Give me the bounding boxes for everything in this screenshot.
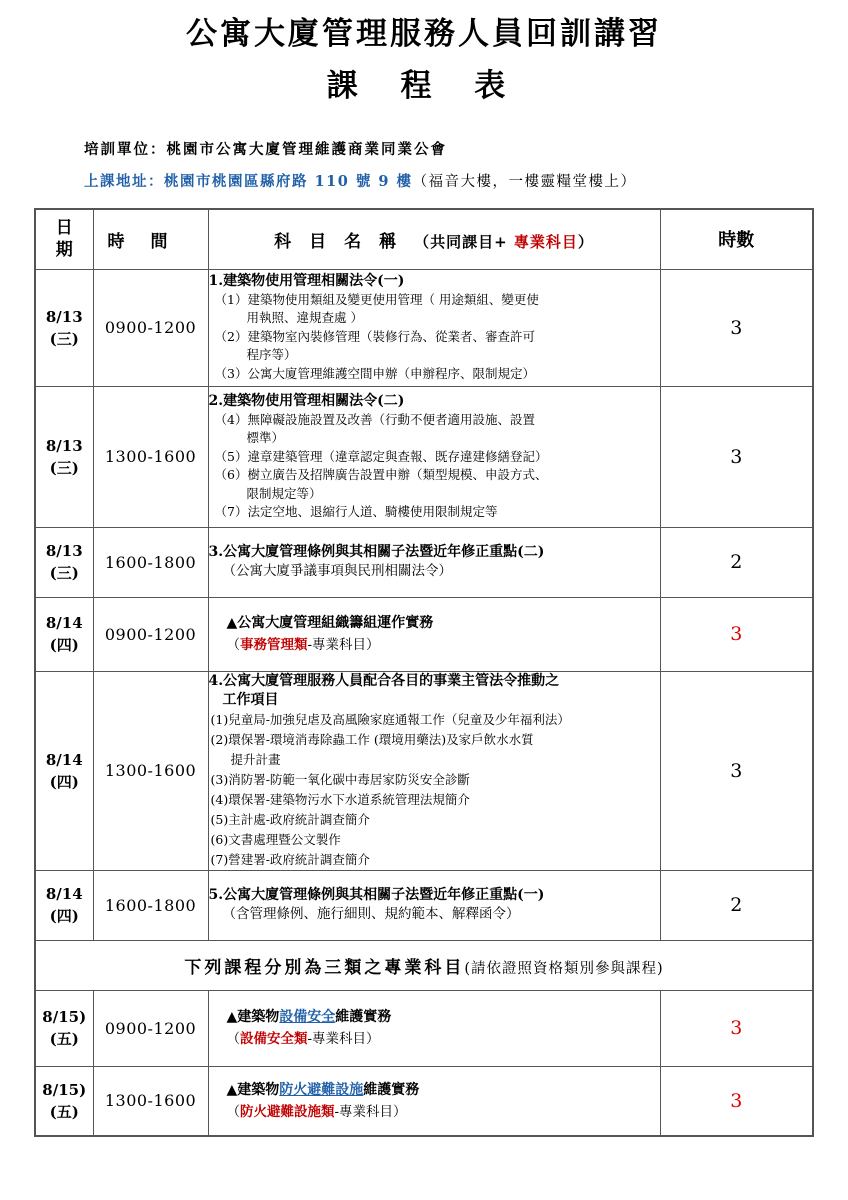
row-subject: [208, 269, 660, 386]
subject-title: 3.公寓大廈管理條例與其相關子法暨近年修正重點(二): [208, 544, 545, 561]
address-label: 上課地址：: [84, 173, 164, 190]
course-address: [84, 172, 637, 192]
row-subject: [208, 990, 660, 1066]
subject-item: 提升計畫: [230, 751, 281, 767]
subject-item: 限制規定等）: [246, 485, 322, 501]
row-time: 0900-1200: [93, 990, 208, 1066]
row-time: 1300-1600: [93, 386, 208, 527]
subject-note: （公寓大廈爭議事項與民刑相關法令）: [222, 563, 452, 580]
header-subject-main: 科目名稱: [274, 231, 415, 252]
row-subject: [208, 671, 660, 870]
row-hours: 3: [660, 671, 813, 870]
table-row: [35, 269, 813, 386]
subject-item: (4)環保署-建築物污水下水道系統管理法規簡介: [210, 791, 470, 807]
subject-item: (2)環保署-環境消毒除蟲工作 (環境用藥法)及家戶飲水水質: [210, 731, 534, 747]
header-time: 時間: [93, 209, 208, 269]
subject-item: (1)兒童局-加強兒虐及高風險家庭通報工作（兒童及少年福利法）: [210, 711, 570, 727]
table-row: [35, 990, 813, 1066]
subject-item: （2）建築物室內裝修管理（裝修行為、從業者、審查許可: [214, 328, 535, 344]
table-row: [35, 597, 813, 671]
subject-category: （設備安全類-專業科目）: [226, 1031, 380, 1047]
row-time: 1300-1600: [93, 1066, 208, 1136]
row-subject: [208, 870, 660, 940]
category-banner: 下列課程分別為三類之專業科目(請依證照資格類別參與課程): [35, 940, 813, 990]
subject-title: 5.公寓大廈管理條例與其相關子法暨近年修正重點(一): [208, 887, 545, 904]
row-date: 8/14 (四): [35, 597, 93, 671]
subject-item: （4）無障礙設施設置及改善（行動不便者適用設施、設置: [214, 411, 535, 427]
row-time: 1300-1600: [93, 671, 208, 870]
row-date: 8/14 (四): [35, 671, 93, 870]
address-note: （福音大樓，一樓靈糧堂樓上）: [412, 174, 637, 190]
row-time: 1600-1800: [93, 527, 208, 597]
subject-title: ▲公寓大廈管理組織籌組運作實務: [226, 615, 434, 631]
row-date: 8/15) (五): [35, 990, 93, 1066]
header-subject: [208, 209, 660, 269]
row-subject: [208, 1066, 660, 1136]
subject-title: 2.建築物使用管理相關法令(二): [208, 392, 405, 409]
table-header-row: [35, 209, 813, 269]
subject-item: (5)主計處-政府統計調查簡介: [210, 811, 370, 827]
subject-item: (6)文書處理暨公文製作: [210, 831, 341, 847]
row-time: 1600-1800: [93, 870, 208, 940]
table-row: [35, 671, 813, 870]
table-row: [35, 527, 813, 597]
subject-title: 1.建築物使用管理相關法令(一): [208, 272, 405, 289]
row-hours: 3: [660, 386, 813, 527]
subject-item: （5）違章建築管理（違章認定與查報、既存違建修繕登記）: [214, 448, 548, 464]
training-unit: [84, 140, 447, 160]
header-hours: 時數: [660, 209, 813, 269]
subject-title: ▲建築物設備安全維護實務: [226, 1009, 392, 1025]
row-date: 8/13 (三): [35, 269, 93, 386]
subject-item: 用執照、違規查處 ）: [246, 310, 363, 326]
row-time: 0900-1200: [93, 269, 208, 386]
subject-title-cont: 工作項目: [222, 691, 279, 708]
subject-note: （含管理條例、施行細則、規約範本、解釋函令）: [222, 906, 520, 923]
subject-category: （事務管理類-專業科目）: [226, 637, 380, 653]
subject-item: （1）建築物使用類組及變更使用管理（ 用途類組、變更使: [214, 291, 539, 307]
row-date: 8/13 (三): [35, 386, 93, 527]
row-date: 8/13 (三): [35, 527, 93, 597]
row-subject: [208, 527, 660, 597]
header-subject-paren: （共同課目+ 專業科目）: [414, 232, 594, 251]
row-hours: 2: [660, 527, 813, 597]
document-title: 公寓大廈管理服務人員回訓講習: [186, 16, 662, 52]
table-row: [35, 1066, 813, 1136]
row-hours: 3: [660, 269, 813, 386]
row-subject: [208, 386, 660, 527]
row-subject: [208, 597, 660, 671]
training-unit-label: 培訓單位：: [84, 141, 167, 158]
row-hours: 3: [660, 1066, 813, 1136]
subject-item: (3)消防署-防範一氧化碳中毒居家防災安全診斷: [210, 771, 470, 787]
document-subtitle: 課 程 表: [326, 68, 522, 104]
row-hours: 3: [660, 990, 813, 1066]
category-banner-row: [35, 940, 813, 990]
training-unit-value: 桃園市公寓大廈管理維護商業同業公會: [166, 141, 447, 158]
subject-item: （7）法定空地、退縮行人道、騎樓使用限制規定等: [214, 504, 498, 519]
row-date: 8/15) (五): [35, 1066, 93, 1136]
schedule-table: [34, 208, 814, 1137]
subject-title: ▲建築物防火避難設施維護實務: [226, 1081, 420, 1098]
header-date: 日 期: [35, 209, 93, 269]
subject-category: （防火避難設施類-專業科目）: [226, 1103, 407, 1120]
row-hours: 3: [660, 597, 813, 671]
address-value: 桃園市桃園區縣府路 110 號 9 樓: [164, 173, 413, 190]
table-row: [35, 870, 813, 940]
row-hours: 2: [660, 870, 813, 940]
row-time: 0900-1200: [93, 597, 208, 671]
subject-item: (7)營建署-政府統計調查簡介: [210, 851, 370, 867]
subject-item: （3）公寓大廈管理維護空間申辦（申辦程序、限制規定）: [214, 365, 535, 381]
row-date: 8/14 (四): [35, 870, 93, 940]
subject-item: 程序等）: [246, 347, 297, 363]
subject-item: 標準）: [246, 430, 285, 445]
subject-title: 4.公寓大廈管理服務人員配合各目的事業主管法令推動之: [208, 672, 560, 689]
subject-item: （6）樹立廣告及招牌廣告設置申辦（類型規模、申設方式、: [214, 467, 548, 482]
table-row: [35, 386, 813, 527]
